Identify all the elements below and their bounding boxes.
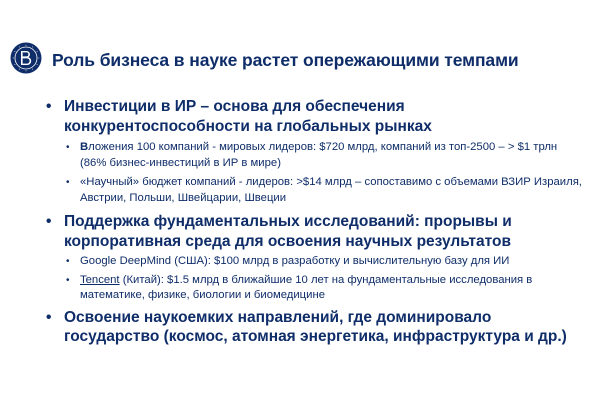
sub-bullet-item — [44, 140, 584, 171]
bullet-dot-icon: • — [46, 98, 52, 115]
bullet-item — [44, 308, 584, 347]
sub-bullet-lead: В — [80, 141, 89, 153]
bullet-text: Освоение наукоемких направлений, где доминировало государство (космос, атомная энергетика, инфраструктура и др.) — [64, 308, 567, 345]
sub-bullet-item — [44, 254, 584, 270]
sub-bullet-text: «Научный» бюджет компаний - лидеров: >$14 млрд – сопоставимо с объемами ВЗИР Израиля, Австрии, Польши, Швейцарии, Швеции — [80, 176, 582, 204]
sub-bullet-text: ложения 100 компаний - мировых лидеров: $720 млрд, компаний из топ-2500 – > $1 трлн (86% бизнес-инвестиций в ИР в мире) — [80, 141, 558, 169]
bullet-dot-icon: • — [46, 308, 52, 326]
sub-bullet-dot-icon: • — [66, 142, 70, 153]
bullet-item — [44, 97, 584, 136]
bullet-list — [44, 97, 584, 347]
sub-bullet-text: Google DeepMind (США): $100 млрд в разработку и вычислительную базу для ИИ — [80, 255, 510, 267]
bullet-dot-icon: • — [46, 213, 52, 230]
sub-bullet-dot-icon: • — [66, 256, 70, 267]
sub-bullet-text: (Китай): $1.5 млрд в ближайшие 10 лет на фундаментальные исследования в математике, физике, биологии и биомедицине — [80, 273, 533, 301]
slide-title: Роль бизнеса в науке растет опережающими темпами — [52, 50, 519, 70]
sub-bullet-dot-icon: • — [66, 177, 70, 188]
bullet-text: Поддержка фундаментальных исследований: прорывы и корпоративная среда для освоения научных результатов — [64, 213, 512, 250]
bullet-text: Инвестиции в ИР – основа для обеспечения конкурентоспособности на глобальных рынках — [64, 98, 432, 135]
sub-bullet-item — [44, 273, 584, 304]
hse-logo-icon — [10, 42, 42, 74]
sub-bullet-lead: Tencent — [80, 273, 120, 286]
sub-bullet-item — [44, 175, 584, 206]
bullet-item — [44, 212, 584, 251]
sub-bullet-dot-icon: • — [66, 274, 70, 286]
